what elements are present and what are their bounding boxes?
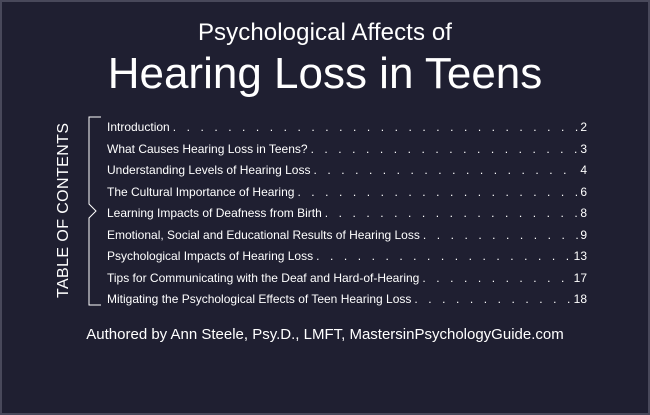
toc-entry-page: 3 [580,141,587,156]
toc-entry-page: 4 [580,163,587,177]
toc-entry-page: 6 [580,184,587,199]
toc-dot-leader [423,228,578,242]
toc-list [107,120,587,314]
toc-entry-title: Psychological Impacts of Hearing Loss [107,249,314,263]
toc-entry-page: 2 [580,120,587,134]
toc-dot-leader [297,185,578,199]
toc-bracket [88,116,102,306]
toc-entry-title: Introduction [107,120,170,134]
toc-label: TABLE OF CONTENTS [55,122,72,298]
toc-entry [107,163,587,185]
title-line-2: Hearing Loss in Teens [107,49,543,98]
toc-dot-leader [316,249,572,263]
toc-dot-leader [313,163,578,177]
toc-entry-title: What Causes Hearing Loss in Teens? [107,141,308,156]
toc-entry [107,120,587,142]
toc-entry [107,228,587,250]
toc-dot-leader [173,120,579,134]
toc-entry-title: Tips for Communicating with the Deaf and Hard-of-Hearing [107,270,420,285]
toc-dot-leader [422,271,571,285]
toc-entry [107,249,587,271]
toc-entry [107,206,587,228]
toc-entry-title: The Cultural Importance of Hearing [107,184,295,199]
toc-entry-page: 9 [580,227,587,242]
toc-dot-leader [414,292,571,306]
title-line-1: Psychological Affects of [197,19,453,46]
toc-entry-title: Understanding Levels of Hearing Loss [107,163,311,177]
toc-entry-title: Mitigating the Psychological Effects of Teen Hearing Loss [107,292,412,306]
author-line: Authored by Ann Steele, Psy.D., LMFT, MastersinPsychologyGuide.com [86,326,564,343]
toc-entry [107,292,587,314]
toc-dot-leader [311,142,579,156]
toc-entry [107,271,587,293]
toc-entry [107,142,587,164]
toc-dot-leader [325,206,579,220]
toc-entry-page: 18 [573,292,587,306]
toc-entry-page: 17 [573,270,587,285]
toc-entry-title: Learning Impacts of Deafness from Birth [107,206,322,220]
toc-entry-page: 13 [573,249,587,263]
toc-entry-page: 8 [580,206,587,220]
toc-entry-title: Emotional, Social and Educational Results of Hearing Loss [107,227,420,242]
toc-entry [107,185,587,207]
